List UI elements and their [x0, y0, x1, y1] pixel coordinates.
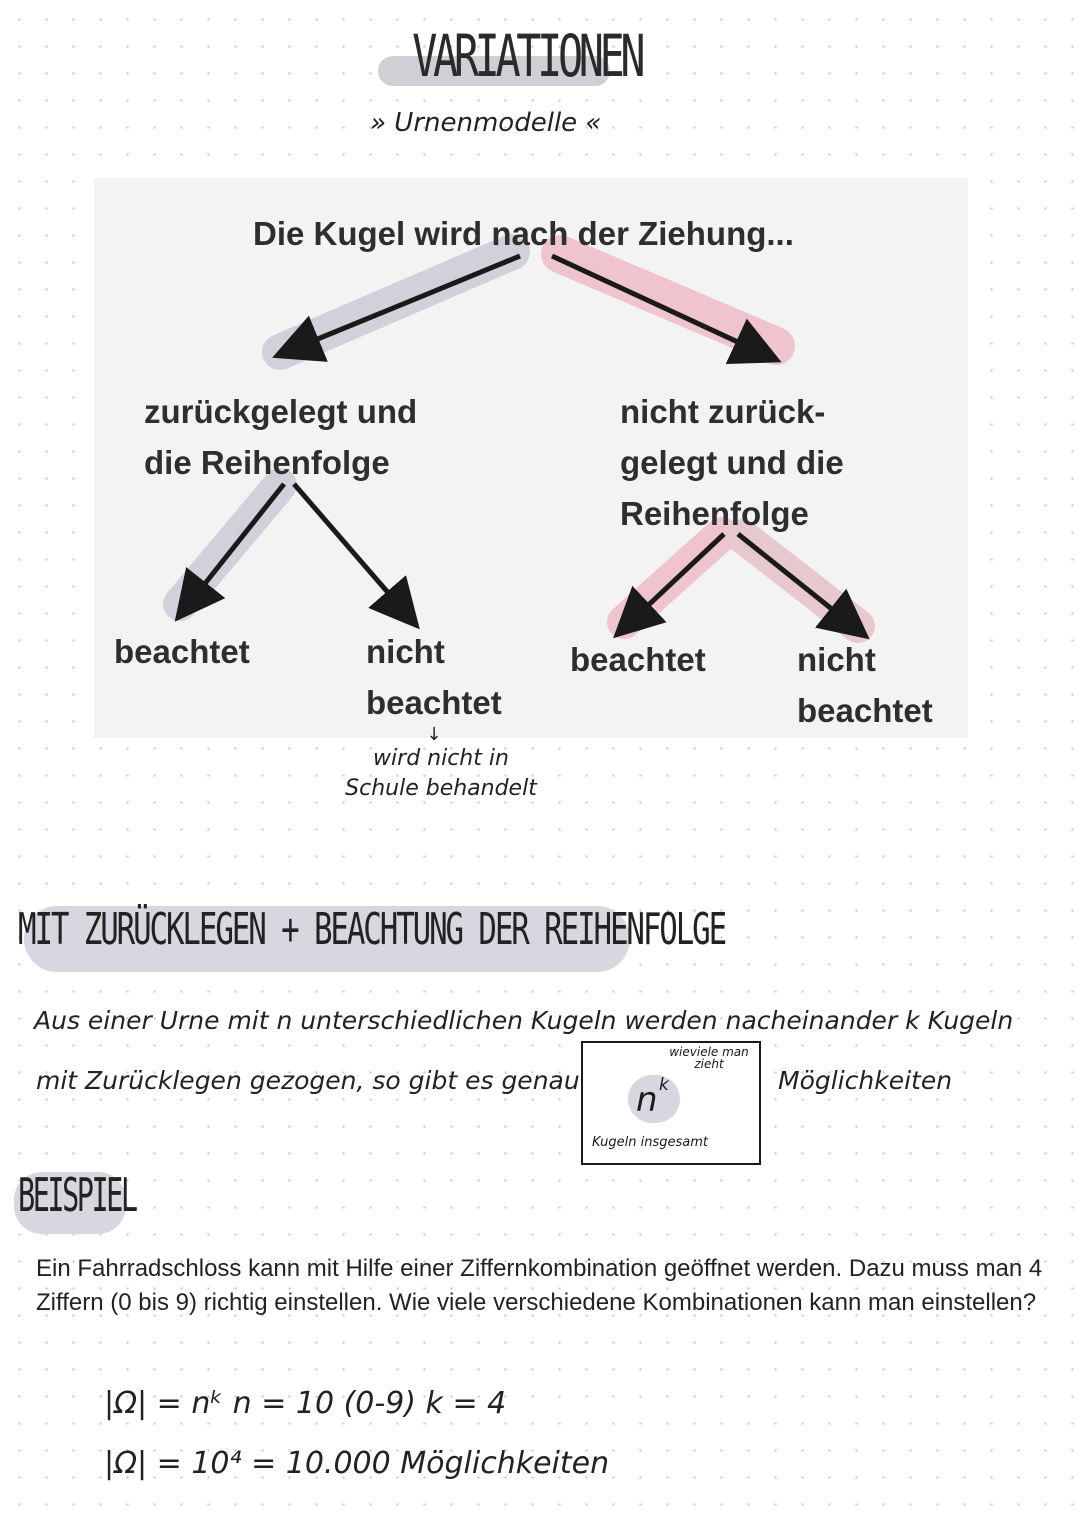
- section-title: MIT ZURÜCKLEGEN + BEACHTUNG DER REIHENFOLGE: [18, 904, 726, 955]
- definition-line-2: mit Zurücklegen gezogen, so gibt es genau: [36, 1066, 580, 1095]
- page-subtitle: » Urnenmodelle «: [370, 108, 602, 138]
- arrow-left-ll: [184, 484, 284, 610]
- diagram-root-label: Die Kugel wird nach der Ziehung...: [253, 215, 794, 252]
- definition-line-1: Aus einer Urne mit n unterschiedlichen Kugeln werden nacheinander k Kugeln: [34, 1006, 1014, 1035]
- formula-label-top: wieviele man zieht: [669, 1045, 749, 1071]
- formula-label-bottom: Kugeln insgesamt: [592, 1135, 709, 1150]
- page-title: VARIATIONEN: [412, 22, 642, 90]
- formula-base: n: [636, 1080, 658, 1120]
- calc-line-1: |Ω| = nᵏ n = 10 (0-9) k = 4: [104, 1386, 507, 1421]
- leaf-right-nicht-beachtet: nicht beachtet: [797, 641, 933, 729]
- arrow-highlight-ll: [180, 485, 280, 604]
- arrow-right-rr: [738, 534, 858, 630]
- diagram-right-node: nicht zurück- gelegt und die Reihenfolge: [620, 393, 844, 532]
- leaf-right-beachtet: beachtet: [570, 641, 706, 678]
- leaf-left-beachtet: beachtet: [114, 633, 250, 670]
- arrow-root-right: [552, 256, 768, 356]
- example-task: Ein Fahrradschloss kann mit Hilfe einer Ziffernkombination geöffnet werden. Dazu muss man 4 Ziffern (0 bis 9) richtig einstellen. Wie viele verschiedene Kombinationen kann man einstellen?: [36, 1255, 1043, 1316]
- note-arrow: ↓: [426, 724, 442, 745]
- diagram-left-node: zurückgelegt und die Reihenfolge: [144, 393, 418, 481]
- leaf-left-nicht-beachtet: nicht beachtet: [366, 633, 502, 721]
- note-not-in-school: wird nicht in Schule behandelt: [345, 746, 537, 801]
- arrow-highlight-left: [280, 252, 512, 352]
- calc-line-2: |Ω| = 10⁴ = 10.000 Möglichkeiten: [104, 1446, 610, 1481]
- arrow-left-lr: [294, 484, 410, 618]
- arrow-right-rl: [624, 534, 724, 628]
- arrow-highlight-right: [560, 254, 776, 346]
- arrow-root-left: [286, 256, 520, 352]
- example-heading: BEISPIEL: [18, 1168, 136, 1222]
- definition-line-2-end: Möglichkeiten: [778, 1066, 953, 1095]
- formula-exponent: k: [659, 1075, 669, 1095]
